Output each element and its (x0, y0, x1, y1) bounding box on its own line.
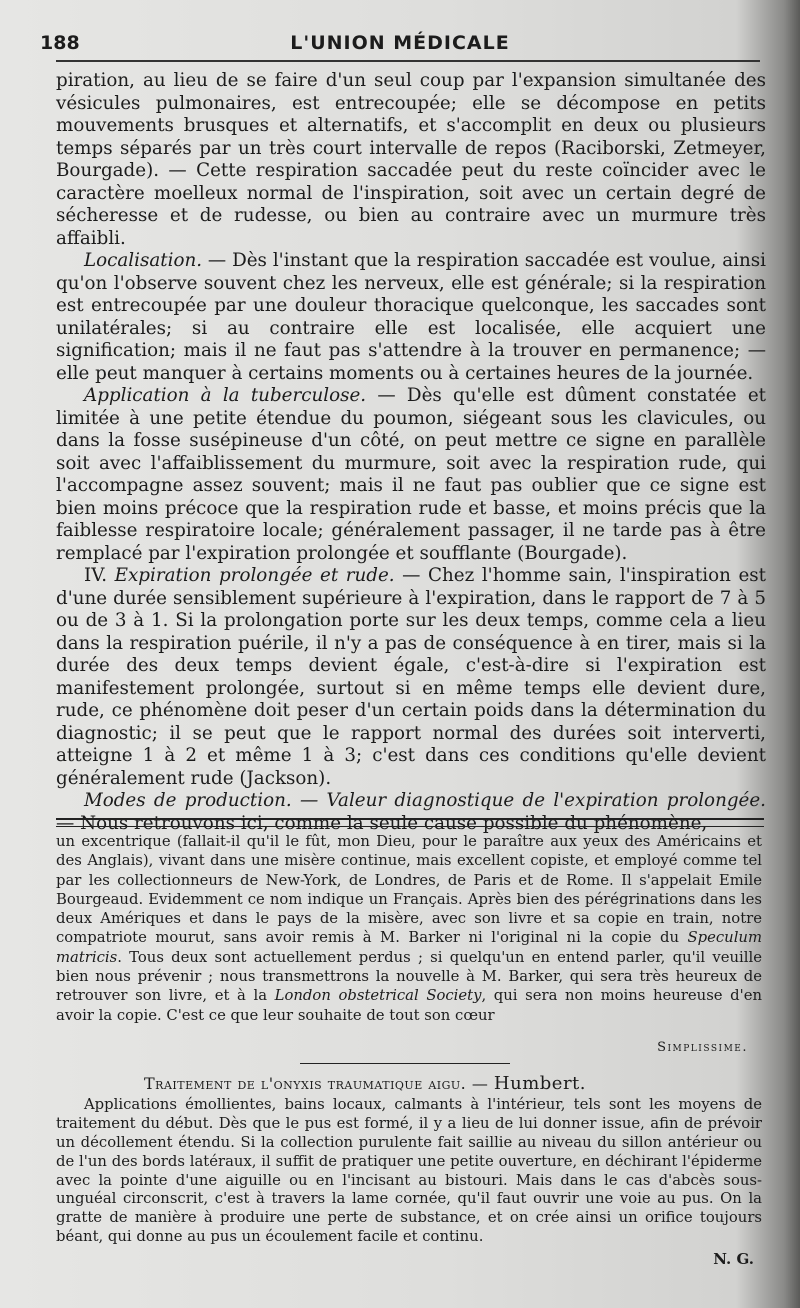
section-label-application: Application à la tuberculose. (84, 385, 367, 406)
paragraph-expiration (56, 565, 766, 790)
footnote-text-e: , qui sera non moins heureuse d'en avoir la copie. C'est ce que leur souhaite de tout son cœur (56, 987, 762, 1024)
article-initials: N. G. (713, 1250, 754, 1269)
paragraph-localisation-text: — Dès l'instant que la respiration saccadée est voulue, ainsi qu'on l'observe souvent chez les nerveux, elle est générale; si la respiration est entrecoupée par une douleur thoracique quelconque, les saccades sont unilatérales; si au contraire elle est localisée, elle acquiert une signification; mais il ne faut pas s'attendre à la trouver en permanence; — elle peut manquer à certains moments ou à certaines heures de la journée. (56, 250, 766, 384)
article-author: Humbert. (493, 1073, 587, 1094)
running-title: L'UNION MÉDICALE (290, 32, 510, 54)
footnote-text-c: . Tous deux sont actuellement perdus ; si quelqu'un en entend parler, qu'il veuille bien nous prévenir ; nous transmettrons la nouvelle à M. Barker, qui sera très heureux de retrouver son livre, et à la (56, 948, 762, 1005)
footnote-separator (56, 818, 764, 827)
article-separator (300, 1063, 510, 1064)
footnote-italic-title: Speculum matricis (56, 929, 762, 966)
article-title: Traitement de l'onyxis traumatique aigu. — (144, 1074, 494, 1093)
paragraph-modes (56, 790, 766, 835)
header-rule (56, 60, 760, 62)
article-body: Applications émollientes, bains locaux, calmants à l'intérieur, tels sont les moyens de traitement du début. Dès que le pus est formé, il y a lieu de lui donner issue, afin de prévoir un décollement étendu. Si la collection purulente fait saillie au niveau du sillon antérieur ou de l'un des bords latéraux, il suffit de pratiquer une petite ouverture, en déchirant l'épiderme avec la pointe d'une aiguille ou en l'incisant au bistouri. Mais dans le cas d'abcès sous-unguéal circonscrit, c'est à travers la lame cornée, qu'il faut ouvrir une voie au pus. On la gratte de manière à produire une perte de substance, et on crée ainsi un orifice toujours béant, qui donne au pus un écoulement facile et continu. (56, 1095, 762, 1246)
footnote-signature: Simplissime. (657, 1040, 748, 1055)
paragraph-application (56, 385, 766, 565)
paragraph-continuation: piration, au lieu de se faire d'un seul coup par l'expansion simultanée des vésicules pulmonaires, est entrecoupée; elle se décompose en petits mouvements brusques et alternatifs, et s'accomplit en deux ou plusieurs temps séparés par un très court intervalle de repos (Raciborski, Zetmeyer, Bourgade). — Cette respiration saccadée peut du reste coïncider avec le caractère moelleux normal de l'inspiration, soit avec un certain degré de sécheresse et de rudesse, ou bien au contraire avec un murmure très affaibli. (56, 70, 766, 249)
footnote-italic-society: London obstetrical Society (274, 987, 482, 1005)
paragraph-modes-text: — Nous retrouvons ici, comme la seule cause possible du phénomène, (56, 812, 708, 834)
paragraph-application-text: — Dès qu'elle est dûment constatée et limitée à une petite étendue du poumon, siégeant sous les clavicules, ou dans la fosse susépineuse d'un côté, on peut mettre ce signe en parallèle soit avec l'affaiblissement du murmure, soit avec la respiration rude, qui l'accompagne assez souvent; mais il ne faut pas oublier que ce signe est bien moins précoce que la respiration rude et basse, et moins précis que la faiblesse respiratoire locale; généralement passager, il ne tarde pas à être remplacé par l'expiration prolongée et soufflante (Bourgade). (56, 385, 767, 564)
footnote (56, 832, 762, 1025)
section-label-modes: Modes de production. — Valeur diagnostique de l'expiration prolongée. (84, 790, 766, 811)
footnote-text (56, 832, 762, 1025)
article-heading (144, 1075, 762, 1094)
page-header (40, 28, 760, 58)
page-number: 188 (40, 32, 80, 54)
paragraph-localisation (56, 250, 766, 385)
footnote-text-a: un excentrique (fallait-il qu'il le fût, mon Dieu, pour le paraître aux yeux des Américains et des Anglais), vivant dans une misère continue, mais excellent copiste, et employé comme tel par les collectionneurs de New-York, de Londres, de Paris et de Rome. Il s'appelait Emile Bourgeaud. Evidemment ce nom indique un Français. Après bien des pérégrinations dans les deux Amériques et dans le pays de la misère, avec son livre et sa copie en train, notre compatriote mourut, sans avoir remis à M. Barker ni l'original ni la copie du (56, 833, 762, 947)
article (56, 1073, 762, 1269)
paragraph-expiration-text: — Chez l'homme sain, l'inspiration est d'une durée sensiblement supérieure à l'expiration, dans le rapport de 7 à 5 ou de 3 à 1. Si la prolongation porte sur les deux temps, comme cela a lieu dans la respiration puérile, il n'y a pas de conséquence à en tirer, mais si la durée des deux temps devient égale, c'est-à-dire si l'expiration est manifestement prolongée, surtout si en même temps elle devient dure, rude, ce phénomène doit peser d'un certain poids dans la détermination du diagnostic; il se peut que le rapport normal des durées soit interverti, atteigne 1 à 2 et même 1 à 3; c'est dans ces conditions qu'elle devient généralement rude (Jackson). (56, 565, 766, 789)
section-label-expiration: Expiration prolongée et rude. (114, 565, 395, 586)
section-number: IV. (84, 565, 115, 586)
main-text (56, 70, 766, 835)
section-label-localisation: Localisation. (84, 250, 203, 271)
